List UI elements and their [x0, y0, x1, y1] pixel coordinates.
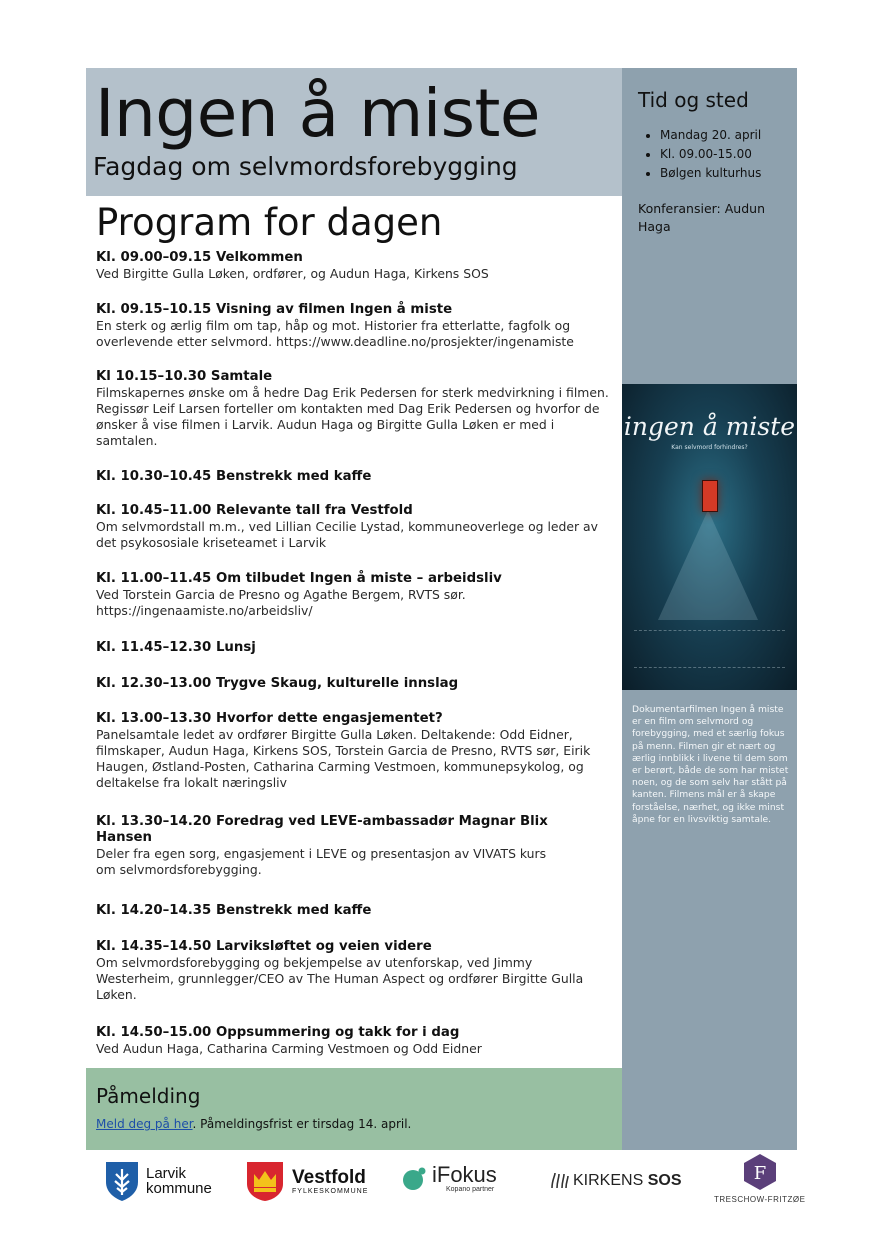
treschow-fritzoe-logo [714, 1153, 805, 1204]
program-item-title: Kl. 10.30–10.45 Benstrekk med kaffe [96, 469, 372, 484]
vestfold-crown-shield-icon [245, 1160, 285, 1202]
poster-tagline: Kan selvmord forhindres? [671, 444, 748, 451]
vestfold-logo [245, 1160, 368, 1202]
page-title: Ingen å miste [95, 75, 541, 152]
vestfold-brand-subtext: FYLKESKOMMUNE [292, 1187, 369, 1195]
page-subtitle: Fagdag om selvmordsforebygging [93, 152, 518, 181]
poster-description: Dokumentarfilmen Ingen å miste er en film om selvmord og forebygging, med et særlig fokus på menn. Filmen gir et nært og ærlig innblikk i livene til dem som er berørt, både de som har mistet noen, og de som selv har stått på kanten. Filmens mål er å skape forståelse, nærhet, og ikke minst åpne for en livsviktig samtale. [632, 704, 789, 825]
program-item-text: Om selvmordstall m.m., ved Lillian Cecilie Lystad, kommuneoverlege og leder av det psykososiale kriseteamet i Larvik [96, 519, 598, 550]
vestfold-brand [292, 1168, 368, 1195]
sidebar-panel [622, 68, 797, 1150]
program-item-title: Kl. 12.30–13.00 Trygve Skaug, kulturelle innslag [96, 676, 459, 691]
kirkens-sos-brand [573, 1172, 681, 1190]
registration-title: Påmelding [96, 1084, 201, 1108]
program-item-title: Kl. 09.00–09.15 Velkommen [96, 250, 303, 265]
program-item-title: Kl. 14.20–14.35 Benstrekk med kaffe [96, 903, 372, 918]
ifokus-brand [432, 1164, 497, 1193]
program-item [96, 302, 616, 350]
program-item-text: Ved Audun Haga, Catharina Carming Vestmoen og Odd Eidner [96, 1041, 482, 1056]
program-item [96, 814, 566, 878]
program-item-text: Deler fra egen sorg, engasjement i LEVE og presentasjon av VIVATS kurs om selvmordsforebygging. [96, 846, 547, 877]
program-heading: Program for dagen [96, 201, 443, 244]
program-item-title: Kl. 14.35–14.50 Larviksløftet og veien videre [96, 939, 432, 954]
poster-light-path [658, 510, 758, 620]
program-item [96, 903, 616, 919]
kirkens-sos-flame-icon [549, 1172, 569, 1190]
event-details-list [638, 126, 761, 183]
larvik-kommune-logo [104, 1160, 212, 1202]
event-time: • Kl. 09.00-15.00 [660, 145, 761, 164]
program-item [96, 939, 596, 1003]
film-poster [622, 384, 797, 690]
larvik-brand-text: Larvik kommune [146, 1165, 212, 1197]
ifokus-brand-text: iFokus [432, 1162, 497, 1187]
program-item [96, 503, 616, 551]
program-item [96, 571, 616, 619]
program-item [96, 250, 616, 282]
event-date: • Mandag 20. april [660, 126, 761, 145]
program-item-text: Panelsamtale ledet av ordfører Birgitte Gulla Løken. Deltakende: Odd Eidner, filmskaper, Audun Haga, Kirkens SOS, Torstein Garcia de Presno, RVTS sør, Eirik Haugen, Østland-Posten, Catharina Carming Vestmoen, kommunepsykolog, og deltakelse fra lokalt næringsliv [96, 727, 591, 790]
sidebar-title: Tid og sted [638, 88, 749, 112]
program-item [96, 640, 616, 656]
kirkens-brand-text: KIRKENS [573, 1172, 644, 1189]
host-text: Konferansier: Audun Haga [638, 201, 765, 234]
program-item-title: Kl. 10.45–11.00 Relevante tall fra Vestfold [96, 503, 413, 518]
event-venue: • Bølgen kulturhus [660, 164, 761, 183]
ifokus-brand-subtext: Kopano partner [446, 1186, 495, 1193]
program-item-title: Kl. 14.50–15.00 Oppsummering og takk for i dag [96, 1025, 460, 1040]
program-item-title: Kl. 13.30–14.20 Foredrag ved LEVE-ambassadør Magnar Blix Hansen [96, 814, 548, 845]
program-item-text: Ved Birgitte Gulla Løken, ordfører, og Audun Haga, Kirkens SOS [96, 266, 489, 281]
program-item-text: Ved Torstein Garcia de Presno og Agathe Bergem, RVTS sør. https://ingenaamiste.no/arbeidsliv/ [96, 587, 466, 618]
kirkens-sos-logo [549, 1172, 681, 1190]
header-banner [86, 68, 622, 196]
program-item-text: Filmskapernes ønske om å hedre Dag Erik Pedersen for sterk medvirkning i filmen. Regissør Leif Larsen forteller om kontakten med Dag Erik Pedersen og hvorfor de ønsker å vise filmen i Larvik. Audun Haga og Birgitte Gulla Løken er med i samtalen. [96, 385, 609, 448]
program-item-title: Kl. 11.45–12.30 Lunsj [96, 640, 256, 655]
ifokus-logo [402, 1164, 497, 1193]
larvik-shield-icon [104, 1160, 140, 1202]
sos-brand-text: SOS [643, 1172, 682, 1189]
program-item [96, 711, 616, 791]
program-item [96, 369, 616, 449]
program-item-text: En sterk og ærlig film om tap, håp og mot. Historier fra etterlatte, fagfolk og overlevende etter selvmord. https://www.deadline.no/prosjekter/ingenamiste [96, 318, 574, 349]
registration-deadline: . Påmeldingsfrist er tirsdag 14. april. [192, 1117, 412, 1131]
program-item [96, 1025, 616, 1057]
ifokus-circle-icon [402, 1167, 426, 1191]
poster-credits-block [634, 630, 785, 668]
registration-link[interactable]: Meld deg på her [96, 1117, 193, 1131]
poster-title: ingen å miste [623, 412, 796, 441]
treschow-brand-text: TRESCHOW-FRITZØE [714, 1195, 806, 1204]
program-item-title: Kl. 09.15–10.15 Visning av filmen Ingen å miste [96, 302, 453, 317]
program-item-title: Kl. 13.00–13.30 Hvorfor dette engasjementet? [96, 711, 443, 726]
program-item-title: Kl 10.15–10.30 Samtale [96, 369, 273, 384]
program-item-text: Om selvmordsforebygging og bekjempelse av utenforskap, ved Jimmy Westerheim, grunnlegger/CEO av The Human Aspect og ordfører Birgitte Gulla Løken. [96, 955, 584, 1002]
poster-door [702, 480, 718, 512]
program-item [96, 676, 616, 692]
program-item-title: Kl. 11.00–11.45 Om tilbudet Ingen å miste – arbeidsliv [96, 571, 502, 586]
registration-panel [86, 1068, 622, 1150]
treschow-emblem-icon [741, 1153, 779, 1191]
program-item [96, 469, 616, 485]
vestfold-brand-text: Vestfold [292, 1166, 366, 1188]
registration-text [96, 1117, 411, 1131]
treschow-emblem-letter: F [753, 1163, 766, 1184]
